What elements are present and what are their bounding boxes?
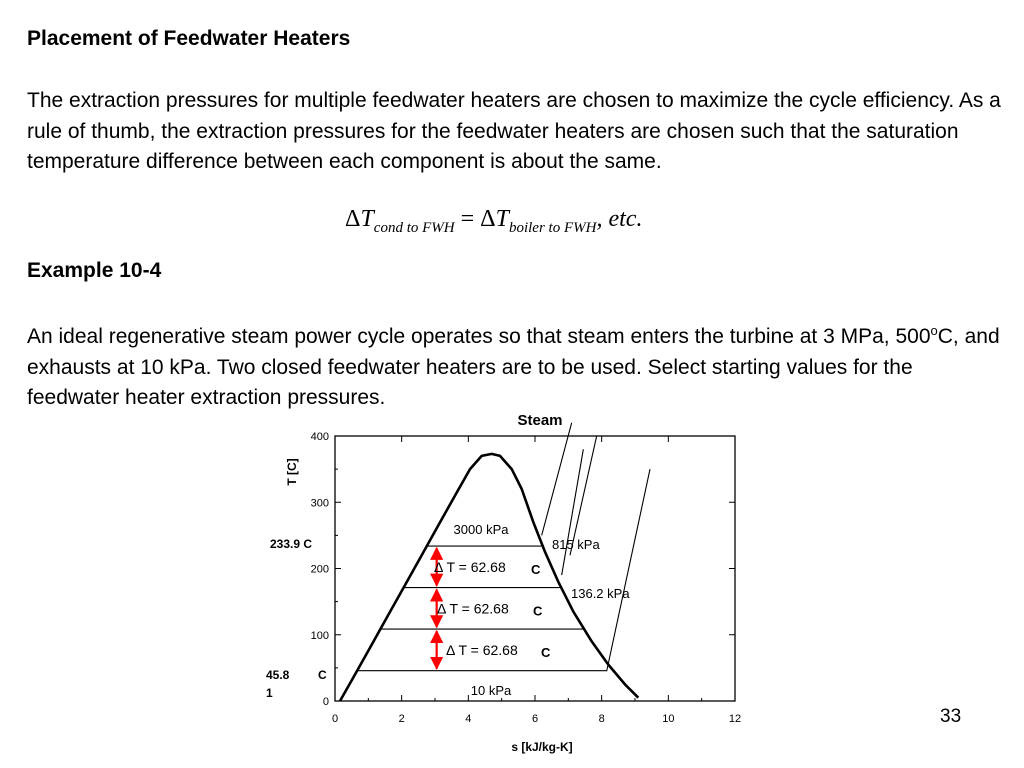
- equation-equals: =: [454, 206, 481, 232]
- x-axis-label: s [kJ/kg-K]: [511, 740, 573, 754]
- example-text-part2: C, and exhausts at 10 kPa. Two closed feedwater heaters are to be used. Select starting values for the feedwater heater extraction pressures.: [27, 325, 1000, 409]
- saturation-dome: [340, 454, 638, 701]
- x-tick-label: 8: [598, 713, 605, 725]
- x-tick-label: 10: [662, 713, 675, 725]
- bottom-temperature-label: 45.8: [266, 668, 290, 682]
- bottom-temperature-unit: C: [318, 668, 327, 682]
- x-tick-label: 12: [728, 713, 742, 725]
- isobar-label: 10 kPa: [470, 683, 512, 698]
- delta-t-label: Δ T = 62.68: [446, 641, 518, 658]
- equation-delta-2: Δ: [480, 206, 496, 232]
- component-label: C: [533, 603, 543, 619]
- y-axis-label: T [C]: [285, 458, 299, 486]
- y-tick-label: 200: [310, 563, 329, 576]
- top-temperature-label: 233.9 C: [270, 537, 313, 551]
- isobar-label: 3000 kPa: [453, 522, 509, 537]
- example-text-part1: An ideal regenerative steam power cycle operates so that steam enters the turbine at 3 MPa, 500: [27, 325, 931, 348]
- page-number: 33: [940, 706, 962, 727]
- example-heading: Example 10-4: [27, 259, 162, 282]
- equation-delta-1: Δ: [345, 206, 361, 232]
- x-tick-label: 2: [398, 713, 405, 725]
- delta-t-label: Δ T = 62.68: [437, 600, 509, 617]
- degree-superscript: o: [930, 323, 938, 338]
- equation-var-1: T: [360, 206, 374, 232]
- chart-title: Steam: [517, 412, 563, 429]
- x-tick-label: 6: [531, 713, 539, 725]
- y-tick-label: 100: [310, 629, 329, 642]
- y-tick-label: 400: [310, 431, 329, 443]
- slide-title: Placement of Feedwater Heaters: [27, 27, 351, 50]
- equation-tail: , etc.: [596, 206, 643, 232]
- x-tick-label: 4: [465, 713, 472, 725]
- equation-sub-1: cond to FWH: [373, 220, 455, 236]
- superheat-isobar: [607, 469, 650, 671]
- x-tick-label: 0: [331, 713, 339, 725]
- superheat-isobar: [542, 423, 572, 536]
- component-label: C: [531, 561, 541, 577]
- y-tick-label: 0: [322, 696, 329, 708]
- intro-paragraph: The extraction pressures for multiple feedwater heaters are chosen to maximize the cycle efficiency. As a rule of thumb, the extraction pressures for the feedwater heaters are chosen such that the saturation temperature difference between each component is about the same.: [27, 89, 1001, 173]
- equation-var-2: T: [495, 206, 509, 232]
- component-label: C: [541, 644, 551, 660]
- isobar-label: 136.2 kPa: [571, 586, 630, 601]
- y-tick-label: 300: [310, 497, 329, 510]
- equation-sub-2: boiler to FWH: [508, 220, 597, 236]
- isobar-label: 815 kPa: [552, 537, 600, 552]
- delta-t-label: Δ T = 62.68: [434, 558, 506, 575]
- bottom-temperature-label-cont: 1: [266, 686, 273, 700]
